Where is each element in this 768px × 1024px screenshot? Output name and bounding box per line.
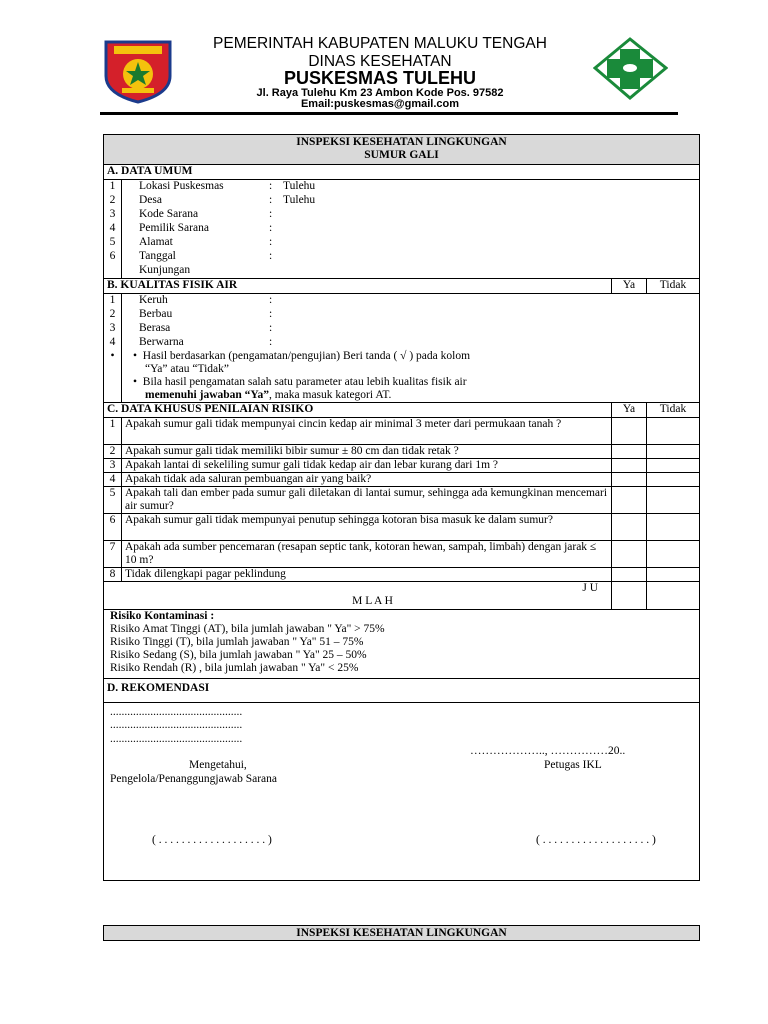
field-value[interactable]: Tulehu <box>283 194 316 206</box>
risk-row: 2 Apakah sumur gali tidak memiliki bibir sumur ± 80 cm dan tidak retak ? <box>104 445 700 459</box>
risk-row: 6 Apakah sumur gali tidak mempunyai penutup sehingga kotoran bisa masuk ke dalam sumur? <box>104 514 700 541</box>
risk-categories: Risiko Kontaminasi : Risiko Amat Tinggi (AT), bila jumlah jawaban " Ya" > 75% Risiko Tinggi (T), bila jumlah jawaban " Ya" 51 – 75% Risiko Sedang (S), bila jumlah jawaban " Ya" 25 – 50% Risiko Rendah (R) , bila jumlah jawaban " Ya" < 25% <box>104 610 700 679</box>
section-d-heading: D. REKOMENDASI <box>104 679 700 703</box>
field-label: Alamat <box>139 236 173 248</box>
mengetahui-label: Mengetahui, <box>189 759 247 771</box>
data-umum-fields: Lokasi Puskesmas : Tulehu Desa : Tulehu Kode Sarana : Pemilik Sarana : Alamat : Tanggal : Kunjungan <box>122 180 700 279</box>
data-umum-numbers: 1 2 3 4 5 6 <box>104 180 122 279</box>
petugas-label: Petugas IKL <box>544 759 602 771</box>
header-email: Email:puskesmas@gmail.com <box>300 98 460 110</box>
form-title-line2: SUMUR GALI <box>364 149 439 161</box>
field-label: Lokasi Puskesmas <box>139 180 224 192</box>
form-title <box>104 135 700 165</box>
section-b-heading: B. KUALITAS FISIK AIR <box>104 279 612 294</box>
field-value[interactable] <box>283 208 696 222</box>
field-label: Kode Sarana <box>139 208 199 220</box>
ya-checkbox-cell[interactable] <box>612 473 647 487</box>
risk-row: 5 Apakah tali dan ember pada sumur gali diletakan di lantai sumur, sehingga ada kemungkinan mencemari air sumur? <box>104 487 700 514</box>
inspection-form <box>103 134 700 881</box>
rekomendasi-area <box>104 703 700 881</box>
header-rule <box>100 112 678 115</box>
fisik-fields: Keruh : Berbau : Berasa : Berwarna : • Hasil berdasarkan (pengamatan/pengujian) Beri tanda ( √ ) pada kolom “Ya” atau “Tidak” • Bila hasil pengamatan salah satu parameter atau lebih kualitas fisik air memenuhi jawaban “Ya”, maka masuk kategori AT. <box>122 294 700 403</box>
section-c-heading: C. DATA KHUSUS PENILAIAN RISIKO <box>104 403 612 418</box>
tidak-checkbox-cell[interactable] <box>647 445 700 459</box>
ya-checkbox-cell[interactable] <box>612 418 647 445</box>
rekomendasi-line[interactable]: .............................................. <box>110 706 243 718</box>
field-label: Pemilik Sarana <box>139 222 209 234</box>
ya-column-header: Ya <box>612 279 647 294</box>
fisik-numbers: 1 2 3 4 • <box>104 294 122 403</box>
header-department: DINAS KESEHATAN <box>308 53 452 70</box>
ya-checkbox-cell[interactable] <box>612 514 647 541</box>
risk-row: 3 Apakah lantai di sekeliling sumur gali tidak kedap air dan lebar kurang dari 1m ? <box>104 459 700 473</box>
tidak-checkbox-cell[interactable] <box>647 473 700 487</box>
risk-row: 8 Tidak dilengkapi pagar peklindung <box>104 568 700 582</box>
ya-checkbox-cell[interactable] <box>612 459 647 473</box>
ya-total-cell[interactable] <box>612 582 647 610</box>
ya-checkbox-cell[interactable] <box>612 487 647 514</box>
tidak-total-cell[interactable] <box>647 582 700 610</box>
form-title-line1: INSPEKSI KESEHATAN LINGKUNGAN <box>296 136 507 148</box>
field-value[interactable] <box>283 236 696 250</box>
tidak-checkbox-cell[interactable] <box>647 541 700 568</box>
next-form-title: INSPEKSI KESEHATAN LINGKUNGAN <box>103 925 700 941</box>
tidak-column-header: Tidak <box>647 279 700 294</box>
tidak-checkbox-cell[interactable] <box>647 418 700 445</box>
header-puskesmas: PUSKESMAS TULEHU <box>283 68 476 88</box>
regency-emblem-logo <box>100 38 176 104</box>
section-a-heading: A. DATA UMUM <box>104 165 700 180</box>
rekomendasi-line[interactable]: .............................................. <box>110 719 243 731</box>
tidak-checkbox-cell[interactable] <box>647 568 700 582</box>
tidak-column-header: Tidak <box>647 403 700 418</box>
field-label: Kunjungan <box>139 264 191 276</box>
field-value[interactable] <box>283 250 696 264</box>
signature-left[interactable]: ( . . . . . . . . . . . . . . . . . . . ) <box>152 834 272 846</box>
rekomendasi-line[interactable]: .............................................. <box>110 733 243 745</box>
tidak-checkbox-cell[interactable] <box>647 514 700 541</box>
header-address: Jl. Raya Tulehu Km 23 Ambon Kode Pos. 97582 <box>256 87 504 99</box>
jumlah-row <box>104 582 700 610</box>
ya-checkbox-cell[interactable] <box>612 541 647 568</box>
field-label: Tanggal <box>139 250 176 262</box>
field-label: Desa <box>139 194 162 206</box>
jumlah-label: J U M L A H <box>104 582 612 610</box>
field-value[interactable] <box>283 222 696 236</box>
fisik-notes: • Hasil berdasarkan (pengamatan/pengujian) Beri tanda ( √ ) pada kolom “Ya” atau “Tidak” • Bila hasil pengamatan salah satu parameter atau lebih kualitas fisik air memenuhi jawaban “Ya”, maka masuk kategori AT. <box>133 350 471 401</box>
date-line: ……………….., ……………20.. <box>470 745 626 757</box>
ya-checkbox-cell[interactable] <box>612 568 647 582</box>
risk-row: 7 Apakah ada sumber pencemaran (resapan septic tank, kotoran hewan, sampah, limbah) dengan jarak ≤ 10 m? <box>104 541 700 568</box>
header-government: PEMERINTAH KABUPATEN MALUKU TENGAH <box>213 35 547 52</box>
risk-row: 4 Apakah tidak ada saluran pembuangan air yang baik? <box>104 473 700 487</box>
pengelola-label: Pengelola/Penanggungjawab Sarana <box>110 773 278 785</box>
signature-right[interactable]: ( . . . . . . . . . . . . . . . . . . . ) <box>536 834 656 846</box>
tidak-checkbox-cell[interactable] <box>647 459 700 473</box>
ya-checkbox-cell[interactable] <box>612 445 647 459</box>
risk-row: 1 Apakah sumur gali tidak mempunyai cincin kedap air minimal 3 meter dari permukaan tanah ? <box>104 418 700 445</box>
ya-column-header: Ya <box>612 403 647 418</box>
health-cross-logo <box>593 37 668 100</box>
tidak-checkbox-cell[interactable] <box>647 487 700 514</box>
field-value[interactable]: Tulehu <box>283 180 316 192</box>
